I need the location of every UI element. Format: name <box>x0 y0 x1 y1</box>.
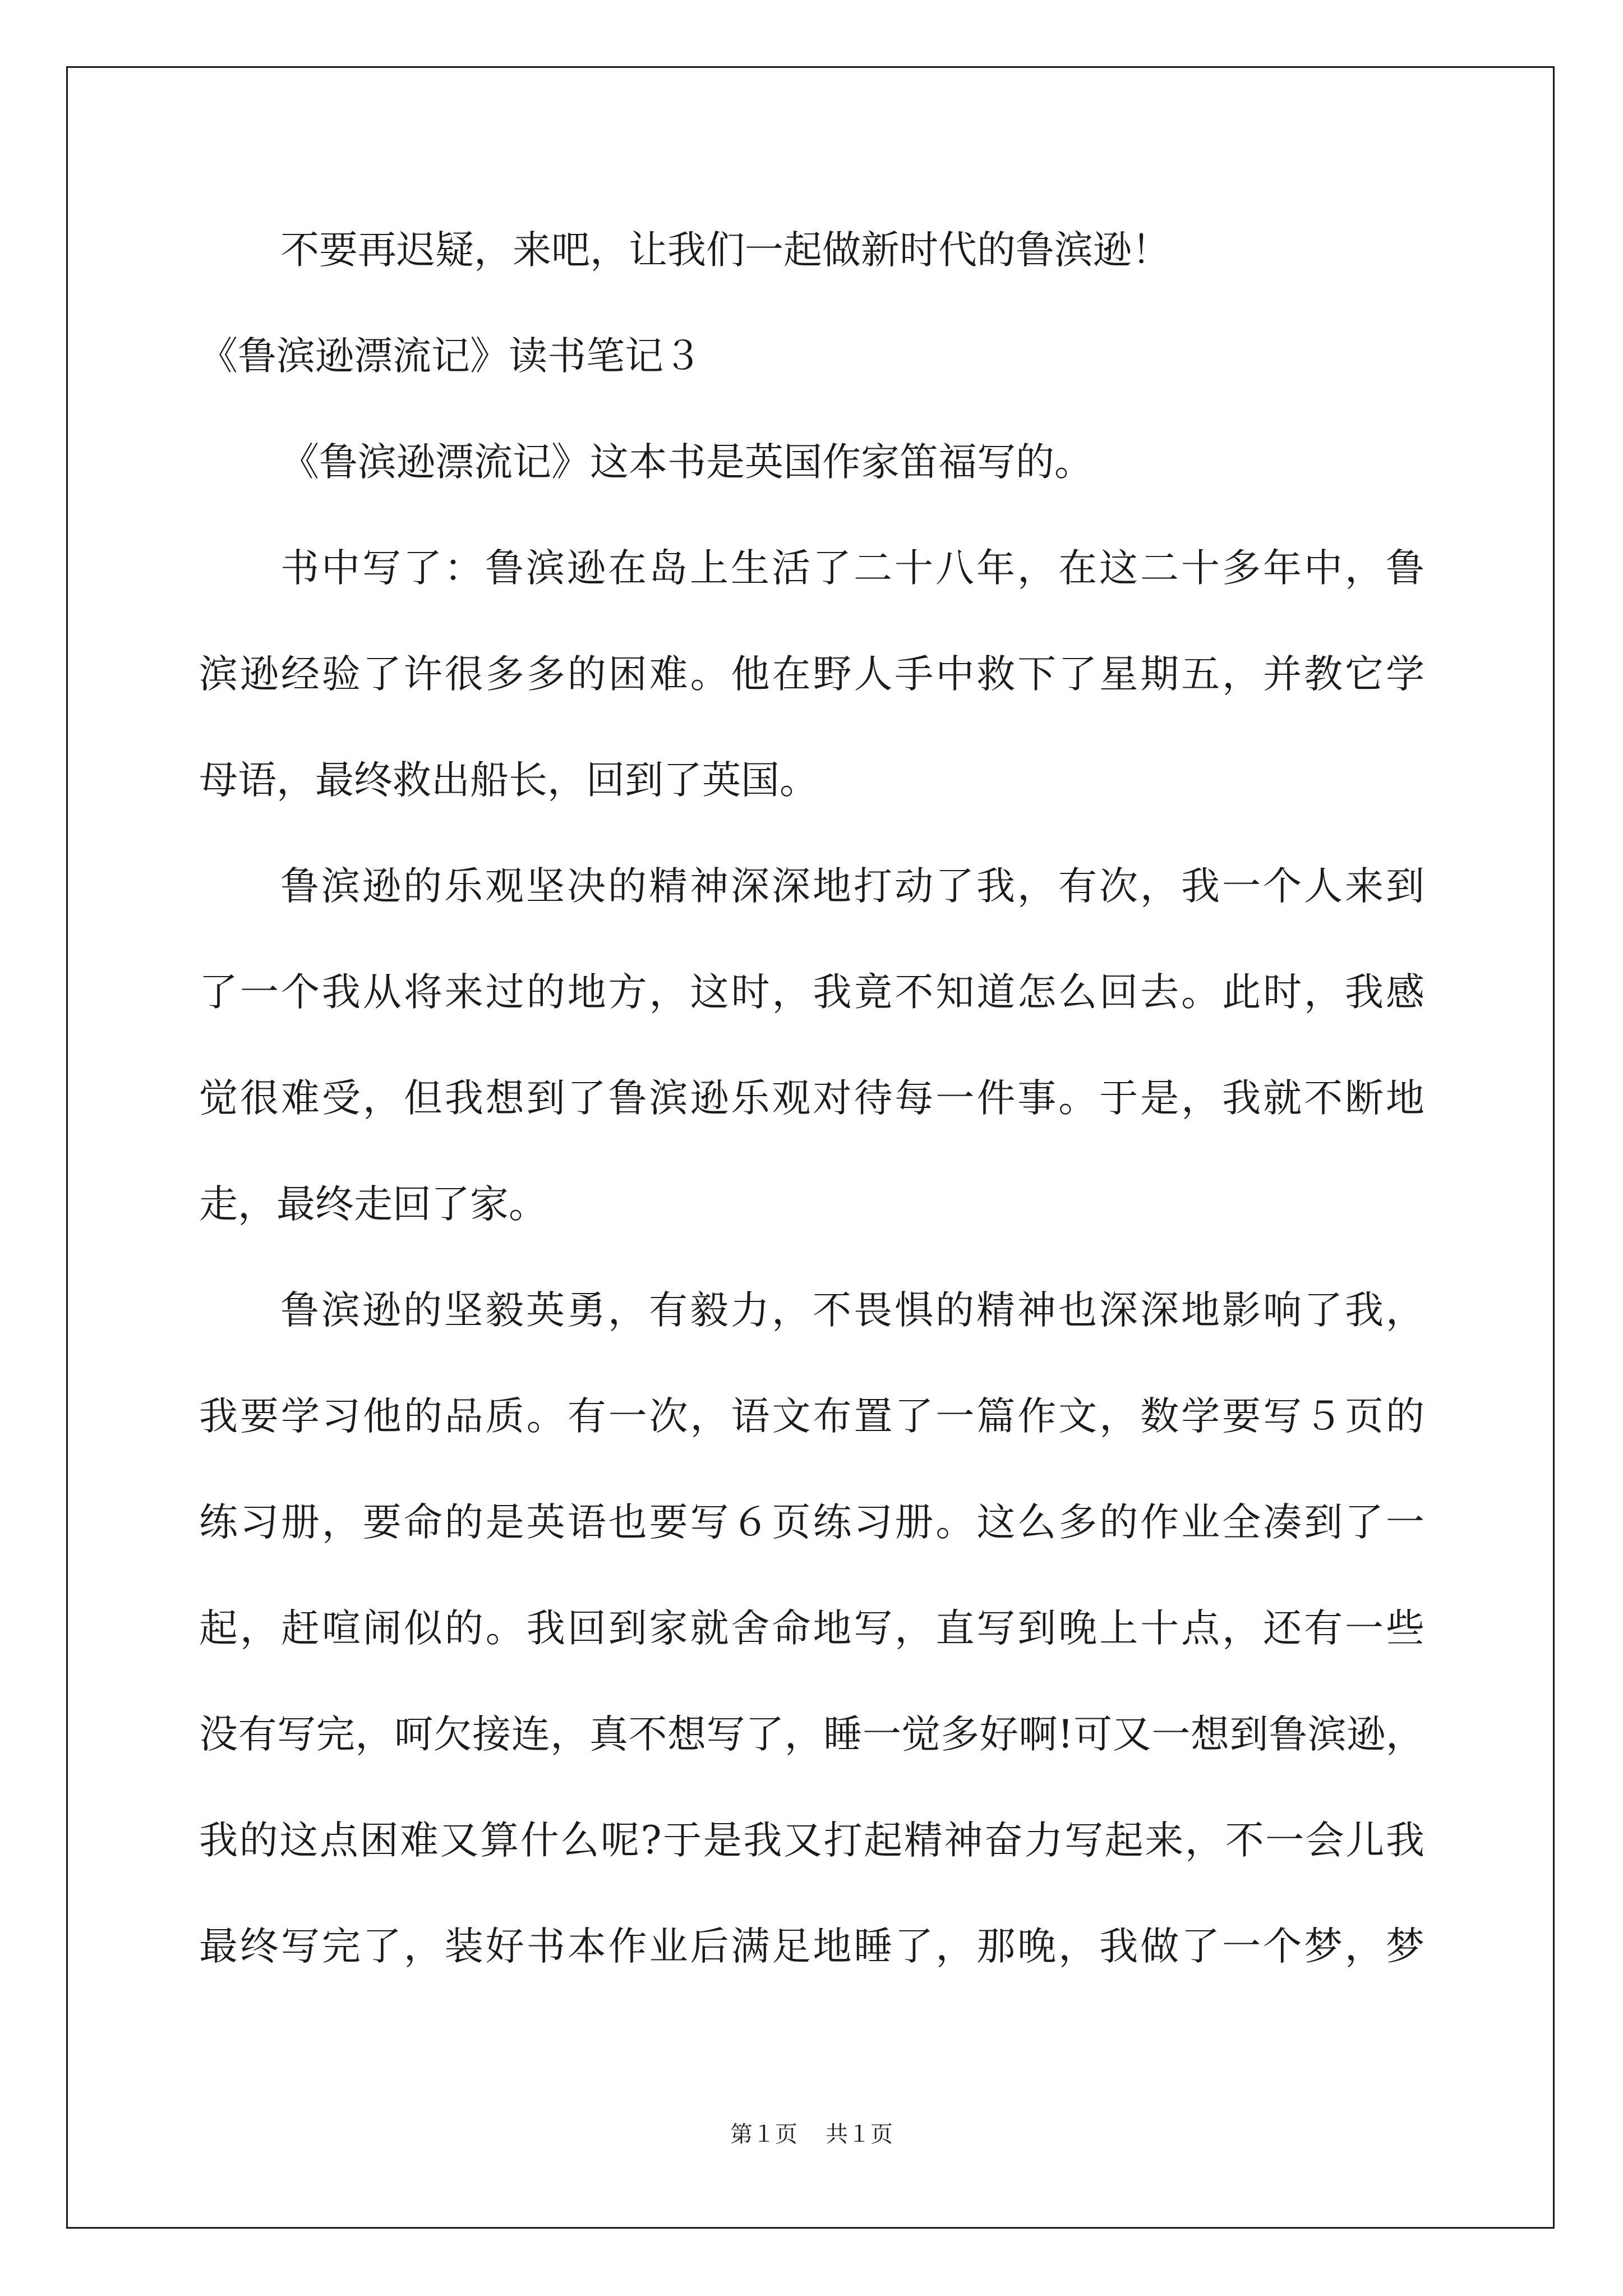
page-footer <box>0 2118 1623 2151</box>
page-total: 共１页 <box>826 2122 893 2147</box>
paragraph-line: 最终写完了，装好书本作业后满足地睡了，那晚，我做了一个梦，梦 <box>199 1924 1424 1969</box>
section-title: 《鲁滨逊漂流记》读书笔记３ <box>199 334 702 379</box>
paragraph-line: 走，最终走回了家。 <box>199 1182 547 1227</box>
paragraph-line: 滨逊经验了许很多多的困难。他在野人手中救下了星期五，并教它学 <box>199 652 1424 697</box>
paragraph-line: 母语，最终救出船长，回到了英国。 <box>199 758 818 803</box>
paragraph-line: 不要再迟疑，来吧，让我们一起做新时代的鲁滨逊！ <box>280 228 1170 273</box>
paragraph-line: 鲁滨逊的坚毅英勇，有毅力，不畏惧的精神也深深地影响了我， <box>280 1288 1424 1333</box>
paragraph-line: 没有写完，呵欠接连，真不想写了，睡一觉多好啊!可又一想到鲁滨逊， <box>199 1712 1424 1757</box>
paragraph-line: 觉很难受，但我想到了鲁滨逊乐观对待每一件事。于是，我就不断地 <box>199 1076 1424 1121</box>
page-number: 第１页 <box>730 2122 797 2147</box>
paragraph-line: 我要学习他的品质。有一次，语文布置了一篇作文，数学要写５页的 <box>199 1394 1424 1439</box>
paragraph-line: 《鲁滨逊漂流记》这本书是英国作家笛福写的。 <box>280 440 1093 485</box>
paragraph-line: 了一个我从将来过的地方，这时，我竟不知道怎么回去。此时，我感 <box>199 970 1424 1015</box>
paragraph-line: 鲁滨逊的乐观坚决的精神深深地打动了我，有次，我一个人来到 <box>280 864 1424 909</box>
paragraph-line: 书中写了：鲁滨逊在岛上生活了二十八年，在这二十多年中，鲁 <box>280 546 1424 591</box>
page-border <box>66 66 1555 2229</box>
paragraph-line: 练习册，要命的是英语也要写６页练习册。这么多的作业全凑到了一 <box>199 1500 1424 1545</box>
paragraph-line: 起，赶喧闹似的。我回到家就舍命地写，直写到晚上十点，还有一些 <box>199 1606 1424 1651</box>
paragraph-line: 我的这点困难又算什么呢?于是我又打起精神奋力写起来，不一会儿我 <box>199 1818 1424 1863</box>
